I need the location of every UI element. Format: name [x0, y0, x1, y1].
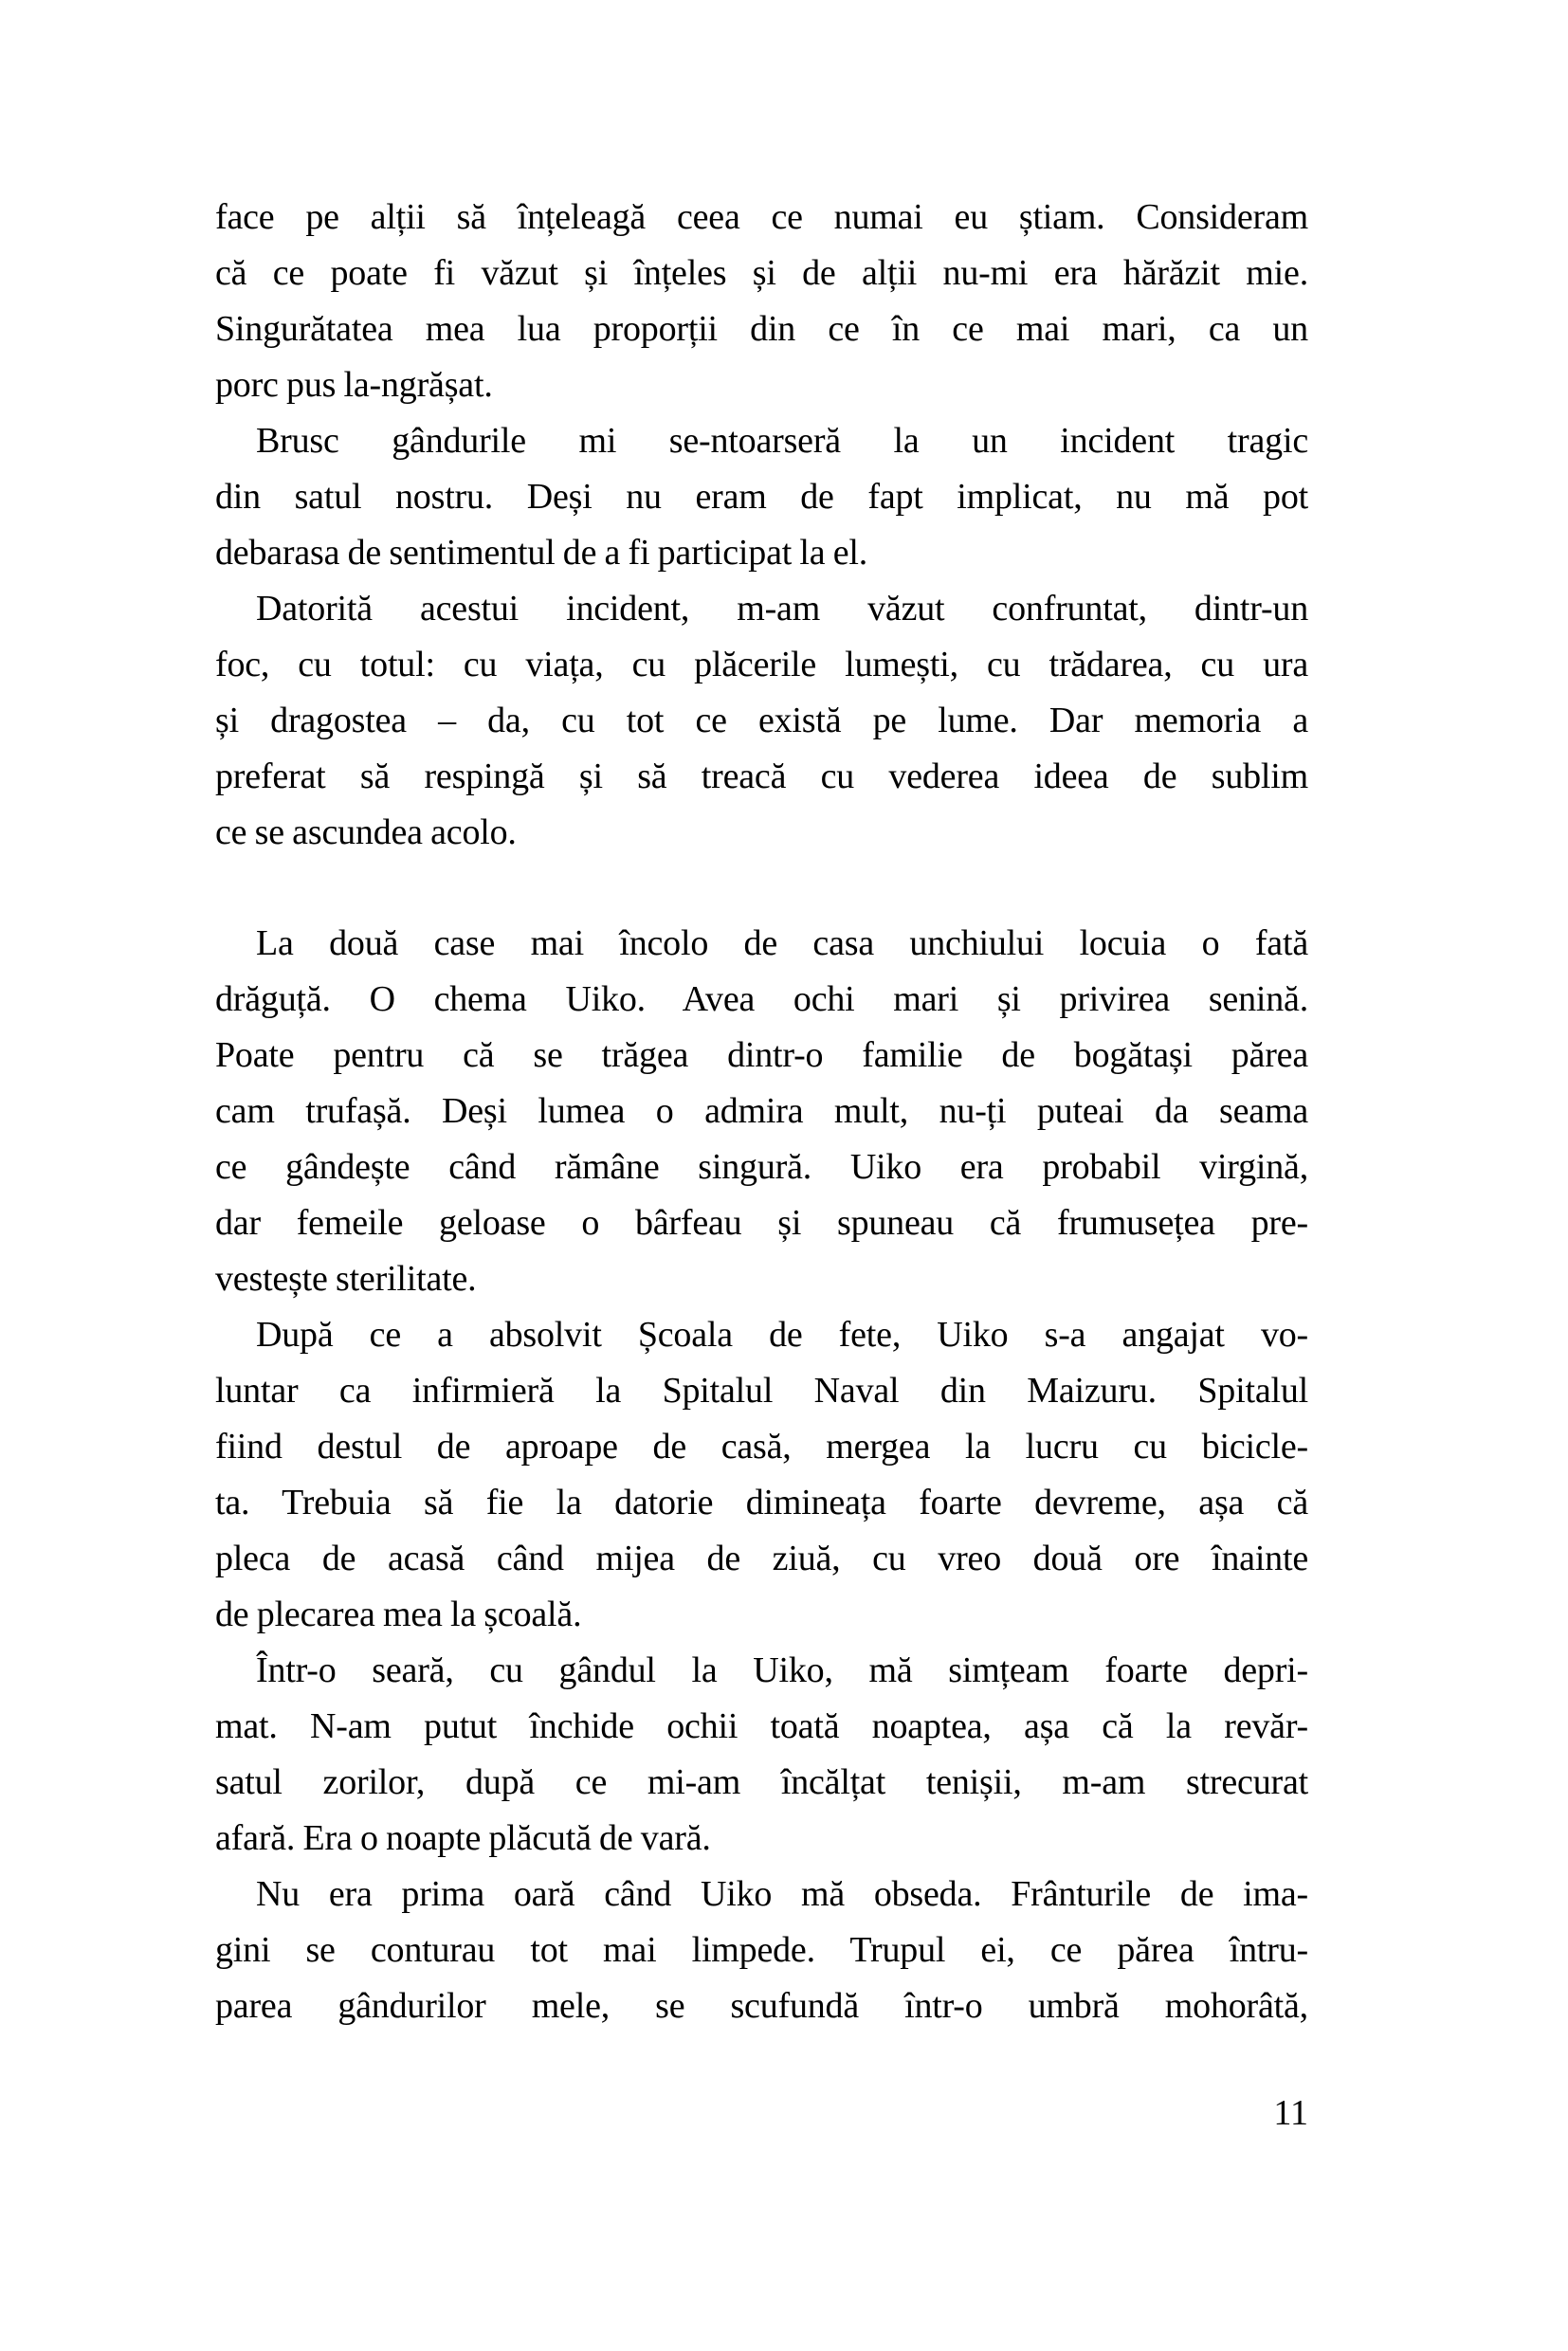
text-line: ta. Trebuia să fie la datorie dimineața foarte devreme, așa că	[215, 1483, 1308, 1522]
text-line: După ce a absolvit Școala de fete, Uiko s-a angajat vo-	[256, 1315, 1308, 1355]
text-line: luntar ca infirmieră la Spitalul Naval din Maizuru. Spitalul	[215, 1371, 1308, 1411]
text-line: gini se conturau tot mai limpede. Trupul ei, ce părea întru-	[215, 1930, 1308, 1970]
text-line: debarasa de sentimentul de a fi participat la el.	[215, 533, 868, 573]
text-line: satul zorilor, după ce mi-am încălțat tenișii, m-am strecurat	[215, 1762, 1308, 1802]
text-line: Singurătatea mea lua proporții din ce în ce mai mari, ca un	[215, 309, 1308, 349]
paragraph	[215, 916, 1308, 1307]
text-line: de plecarea mea la școală.	[215, 1595, 582, 1634]
text-line: ce se ascundea acolo.	[215, 812, 517, 852]
text-line: preferat să respingă și să treacă cu vederea ideea de sublim	[215, 756, 1308, 796]
page-number: 11	[1273, 2093, 1308, 2133]
text-line: și dragostea – da, cu tot ce există pe lume. Dar memoria a	[215, 701, 1308, 740]
text-line: Datorită acestui incident, m-am văzut confruntat, dintr-un	[256, 589, 1308, 629]
text-line: din satul nostru. Deși nu eram de fapt implicat, nu mă pot	[215, 477, 1308, 517]
text-line: că ce poate fi văzut și înțeles și de alții nu-mi era hărăzit mie.	[215, 253, 1308, 293]
text-line: dar femeile geloase o bârfeau și spuneau că frumusețea pre-	[215, 1203, 1308, 1243]
text-line: Nu era prima oară când Uiko mă obseda. Frânturile de ima-	[256, 1874, 1308, 1914]
text-line: face pe alții să înțeleagă ceea ce numai eu știam. Consideram	[215, 197, 1308, 237]
text-line: fiind destul de aproape de casă, mergea la lucru cu bicicle-	[215, 1427, 1308, 1467]
text-line: La două case mai încolo de casa unchiului locuia o fată	[256, 923, 1308, 963]
paragraph	[215, 190, 1308, 413]
text-line: Brusc gândurile mi se-ntoarseră la un incident tragic	[256, 421, 1308, 461]
text-line: vestește sterilitate.	[215, 1259, 477, 1299]
text-line: parea gândurilor mele, se scufundă într-o umbră mohorâtă,	[215, 1986, 1308, 2026]
paragraph	[215, 1307, 1308, 1643]
text-line: cam trufașă. Deși lumea o admira mult, nu-ți puteai da seama	[215, 1091, 1308, 1131]
text-line: pleca de acasă când mijea de ziuă, cu vreo două ore înainte	[215, 1539, 1308, 1578]
paragraph	[215, 581, 1308, 861]
text-line: afară. Era o noapte plăcută de vară.	[215, 1818, 711, 1858]
paragraph	[215, 1643, 1308, 1867]
text-line: foc, cu totul: cu viața, cu plăcerile lumești, cu trădarea, cu ura	[215, 645, 1308, 684]
text-line: Poate pentru că se trăgea dintr-o familie de bogătași părea	[215, 1035, 1308, 1075]
paragraph	[215, 1867, 1308, 2034]
text-line: porc pus la-ngrășat.	[215, 365, 493, 405]
paragraph	[215, 413, 1308, 581]
body-text-column	[215, 190, 1308, 2034]
text-line: Într-o seară, cu gândul la Uiko, mă simțeam foarte depri-	[256, 1650, 1308, 1690]
text-line: ce gândește când rămâne singură. Uiko era probabil virgină,	[215, 1147, 1308, 1187]
text-line: mat. N-am putut închide ochii toată noaptea, așa că la revăr-	[215, 1706, 1308, 1746]
text-line: drăguță. O chema Uiko. Avea ochi mari și privirea senină.	[215, 979, 1308, 1019]
